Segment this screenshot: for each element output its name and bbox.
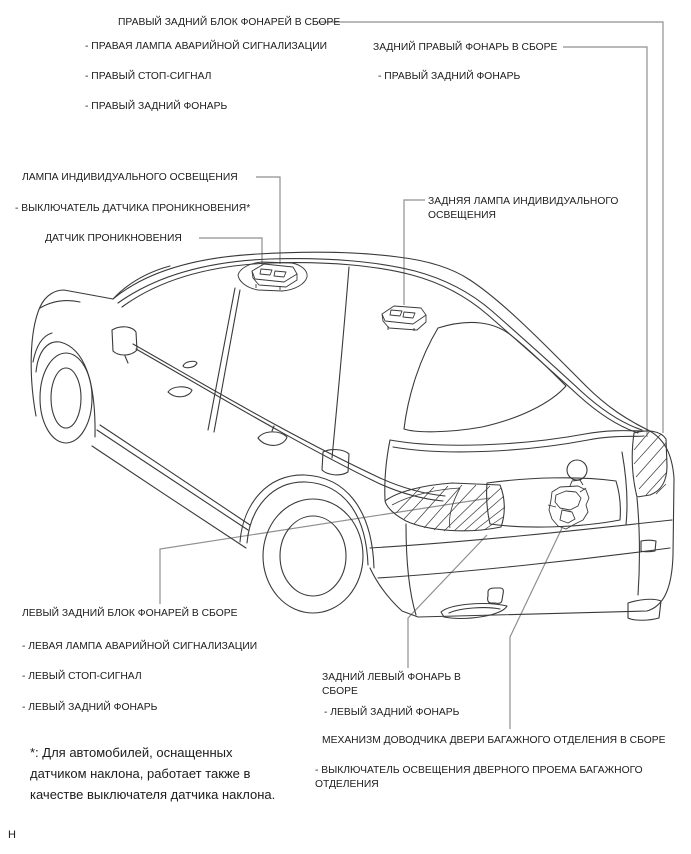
front-wheel bbox=[36, 342, 95, 443]
leader-rear-right-lamp-assembly bbox=[563, 47, 647, 437]
callout-rear-right-lamp-assembly: ЗАДНИЙ ПРАВЫЙ ФОНАРЬ В СБОРЕ bbox=[373, 42, 558, 53]
callout-right-rear-lamp-assembly: ПРАВЫЙ ЗАДНИЙ БЛОК ФОНАРЕЙ В СБОРЕ bbox=[118, 17, 341, 28]
callout-intrusion-sensor: ДАТЧИК ПРОНИКНОВЕНИЯ bbox=[45, 233, 182, 244]
callout-rear-personal-light: ЗАДНЯЯ ЛАМПА ИНДИВИДУАЛЬНОГО ОСВЕЩЕНИЯ bbox=[428, 196, 619, 221]
callout-right-hazard-lamp: - ПРАВАЯ ЛАМПА АВАРИЙНОЙ СИГНАЛИЗАЦИИ bbox=[85, 41, 328, 52]
front-door-handle bbox=[168, 387, 192, 397]
leader-lines bbox=[160, 22, 663, 729]
fuel-door bbox=[322, 450, 349, 475]
footnote-line-3: качестве выключателя датчика наклона. bbox=[30, 787, 276, 802]
callout-left-tail-lamp-of-block: - ЛЕВЫЙ ЗАДНИЙ ФОНАРЬ bbox=[22, 702, 158, 713]
trunk-emblem bbox=[567, 460, 587, 480]
callout-right-stop-lamp: - ПРАВЫЙ СТОП-СИГНАЛ bbox=[85, 71, 212, 82]
callout-luggage-light-switch: - ВЫКЛЮЧАТЕЛЬ ОСВЕЩЕНИЯ ДВЕРНОГО ПРОЕМА БАГАЖНОГО ОТДЕЛЕНИЯ bbox=[315, 765, 643, 790]
page-marker: Н bbox=[8, 829, 16, 841]
footnote-line-1: *: Для автомобилей, оснащенных bbox=[30, 745, 233, 760]
leader-rear-left-lamp-assembly bbox=[408, 535, 487, 668]
roof-sensor-unit bbox=[238, 262, 307, 291]
leader-left-rear-lamp-assembly bbox=[160, 498, 490, 604]
rear-wheel bbox=[240, 475, 374, 613]
car-body bbox=[31, 252, 674, 620]
callout-luggage-door-closer: МЕХАНИЗМ ДОВОДЧИКА ДВЕРИ БАГАЖНОГО ОТДЕЛЕНИЯ В СБОРЕ bbox=[322, 735, 666, 746]
footnote-line-2: датчиком наклона, работает также в bbox=[30, 766, 251, 781]
leader-rear-personal-light bbox=[404, 200, 425, 305]
callout-personal-light: ЛАМПА ИНДИВИДУАЛЬНОГО ОСВЕЩЕНИЯ bbox=[22, 172, 238, 183]
callout-left-rear-lamp-assembly: ЛЕВЫЙ ЗАДНИЙ БЛОК ФОНАРЕЙ В СБОРЕ bbox=[22, 608, 238, 619]
door-mirror bbox=[112, 327, 137, 363]
leader-luggage-door-closer bbox=[510, 528, 562, 729]
callout-left-hazard-lamp: - ЛЕВАЯ ЛАМПА АВАРИЙНОЙ СИГНАЛИЗАЦИИ bbox=[22, 641, 258, 652]
callout-rear-left-lamp-assembly: ЗАДНИЙ ЛЕВЫЙ ФОНАРЬ В СБОРЕ bbox=[322, 672, 461, 697]
trunk-closer-mechanism bbox=[548, 480, 589, 529]
footnote bbox=[30, 742, 275, 805]
leader-personal-light bbox=[256, 177, 280, 264]
rear-roof-lamp-unit bbox=[382, 306, 426, 331]
callout-left-stop-lamp: - ЛЕВЫЙ СТОП-СИГНАЛ bbox=[22, 671, 142, 682]
callout-right-tail-lamp-of-block: - ПРАВЫЙ ЗАДНИЙ ФОНАРЬ bbox=[85, 101, 228, 112]
callout-left-tail-lamp-of-rear-lamp: - ЛЕВЫЙ ЗАДНИЙ ФОНАРЬ bbox=[324, 707, 460, 718]
callout-right-tail-lamp-of-rear-lamp: - ПРАВЫЙ ЗАДНИЙ ФОНАРЬ bbox=[378, 71, 521, 82]
callout-intrusion-sensor-switch: - ВЫКЛЮЧАТЕЛЬ ДАТЧИКА ПРОНИКНОВЕНИЯ* bbox=[15, 203, 251, 214]
